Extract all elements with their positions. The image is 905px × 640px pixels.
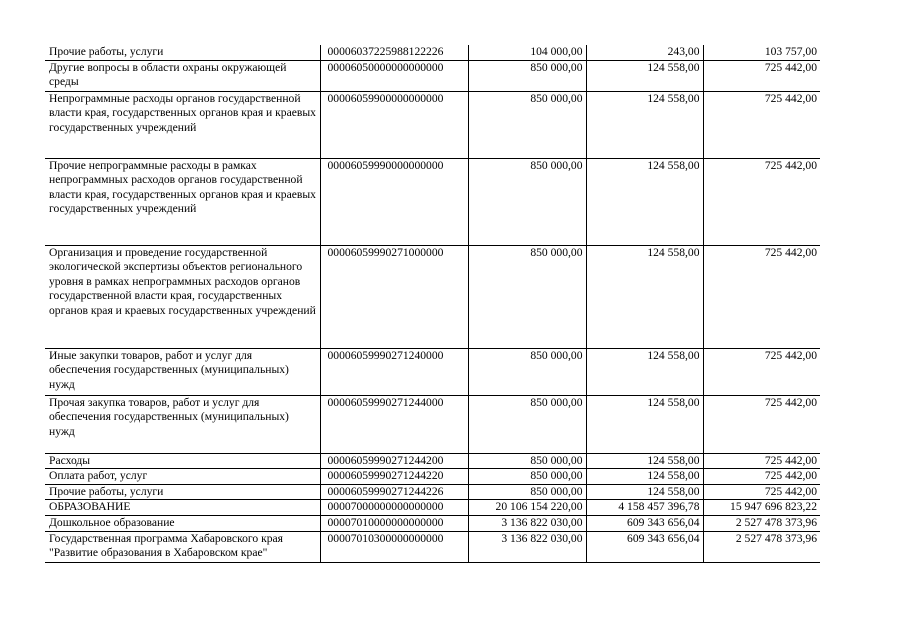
row-name-cell: Прочая закупка товаров, работ и услуг для обеспечения государственных (муниципальных) нужд <box>45 395 320 453</box>
table-row <box>45 453 820 469</box>
row-name-cell: Иные закупки товаров, работ и услуг для обеспечения государственных (муниципальных) нужд <box>45 348 320 395</box>
row-executed-amount-cell: 124 558,00 <box>586 158 703 245</box>
row-remaining-amount-cell: 15 947 696 823,22 <box>703 500 820 516</box>
row-executed-amount-cell: 124 558,00 <box>586 453 703 469</box>
table-row <box>45 245 820 348</box>
row-remaining-amount-cell: 725 442,00 <box>703 60 820 91</box>
row-remaining-amount-cell: 725 442,00 <box>703 395 820 453</box>
row-executed-amount-cell: 609 343 656,04 <box>586 531 703 562</box>
row-name-cell: Дошкольное образование <box>45 515 320 531</box>
row-executed-amount-cell: 124 558,00 <box>586 245 703 348</box>
row-executed-amount-cell: 4 158 457 396,78 <box>586 500 703 516</box>
row-plan-amount-cell: 104 000,00 <box>468 45 586 60</box>
budget-execution-table <box>45 45 820 563</box>
table-row <box>45 348 820 395</box>
row-code-cell: 00006059990271000000 <box>320 245 468 348</box>
row-code-cell: 00006059990271244000 <box>320 395 468 453</box>
row-executed-amount-cell: 243,00 <box>586 45 703 60</box>
row-name-cell: Организация и проведение государственной экологической экспертизы объектов регионального уровня в рамках непрограммных расходов органов государственной власти края, государственных органов края и краевых государственных учреждений <box>45 245 320 348</box>
row-executed-amount-cell: 124 558,00 <box>586 469 703 485</box>
table-row <box>45 500 820 516</box>
table-row <box>45 484 820 500</box>
row-plan-amount-cell: 850 000,00 <box>468 158 586 245</box>
row-name-cell: Расходы <box>45 453 320 469</box>
row-remaining-amount-cell: 725 442,00 <box>703 245 820 348</box>
table-body <box>45 45 820 562</box>
row-remaining-amount-cell: 2 527 478 373,96 <box>703 515 820 531</box>
row-plan-amount-cell: 3 136 822 030,00 <box>468 531 586 562</box>
row-name-cell: ОБРАЗОВАНИЕ <box>45 500 320 516</box>
row-executed-amount-cell: 124 558,00 <box>586 91 703 158</box>
row-code-cell: 00006059990271244200 <box>320 453 468 469</box>
row-code-cell: 00007010000000000000 <box>320 515 468 531</box>
row-plan-amount-cell: 850 000,00 <box>468 245 586 348</box>
row-remaining-amount-cell: 725 442,00 <box>703 348 820 395</box>
row-name-cell: Прочие непрограммные расходы в рамках непрограммных расходов органов государственной власти края, государственных органов края и краевых государственных учреждений <box>45 158 320 245</box>
row-plan-amount-cell: 850 000,00 <box>468 91 586 158</box>
table-row <box>45 91 820 158</box>
row-code-cell: 00006059990000000000 <box>320 158 468 245</box>
row-executed-amount-cell: 124 558,00 <box>586 484 703 500</box>
row-executed-amount-cell: 124 558,00 <box>586 348 703 395</box>
row-remaining-amount-cell: 725 442,00 <box>703 91 820 158</box>
row-remaining-amount-cell: 103 757,00 <box>703 45 820 60</box>
row-code-cell: 00006059990271244226 <box>320 484 468 500</box>
row-plan-amount-cell: 850 000,00 <box>468 469 586 485</box>
row-plan-amount-cell: 850 000,00 <box>468 348 586 395</box>
row-name-cell: Прочие работы, услуги <box>45 484 320 500</box>
row-name-cell: Государственная программа Хабаровского края "Развитие образования в Хабаровском крае" <box>45 531 320 562</box>
table-row <box>45 469 820 485</box>
row-code-cell: 00006050000000000000 <box>320 60 468 91</box>
row-code-cell: 00007000000000000000 <box>320 500 468 516</box>
table-row <box>45 158 820 245</box>
table-row <box>45 60 820 91</box>
row-plan-amount-cell: 20 106 154 220,00 <box>468 500 586 516</box>
row-code-cell: 00006059990271240000 <box>320 348 468 395</box>
row-code-cell: 00006059900000000000 <box>320 91 468 158</box>
row-code-cell: 00006037225988122226 <box>320 45 468 60</box>
row-code-cell: 00006059990271244220 <box>320 469 468 485</box>
row-name-cell: Другие вопросы в области охраны окружающей среды <box>45 60 320 91</box>
row-name-cell: Непрограммные расходы органов государственной власти края, государственных органов края и краевых государственных учреждений <box>45 91 320 158</box>
row-plan-amount-cell: 850 000,00 <box>468 453 586 469</box>
table-row <box>45 531 820 562</box>
row-plan-amount-cell: 3 136 822 030,00 <box>468 515 586 531</box>
row-executed-amount-cell: 124 558,00 <box>586 395 703 453</box>
row-code-cell: 00007010300000000000 <box>320 531 468 562</box>
row-executed-amount-cell: 124 558,00 <box>586 60 703 91</box>
row-remaining-amount-cell: 725 442,00 <box>703 453 820 469</box>
row-plan-amount-cell: 850 000,00 <box>468 484 586 500</box>
row-name-cell: Оплата работ, услуг <box>45 469 320 485</box>
row-remaining-amount-cell: 725 442,00 <box>703 469 820 485</box>
row-plan-amount-cell: 850 000,00 <box>468 395 586 453</box>
table-row <box>45 45 820 60</box>
row-remaining-amount-cell: 725 442,00 <box>703 484 820 500</box>
row-remaining-amount-cell: 2 527 478 373,96 <box>703 531 820 562</box>
table-row <box>45 515 820 531</box>
table-row <box>45 395 820 453</box>
row-plan-amount-cell: 850 000,00 <box>468 60 586 91</box>
row-name-cell: Прочие работы, услуги <box>45 45 320 60</box>
row-executed-amount-cell: 609 343 656,04 <box>586 515 703 531</box>
row-remaining-amount-cell: 725 442,00 <box>703 158 820 245</box>
